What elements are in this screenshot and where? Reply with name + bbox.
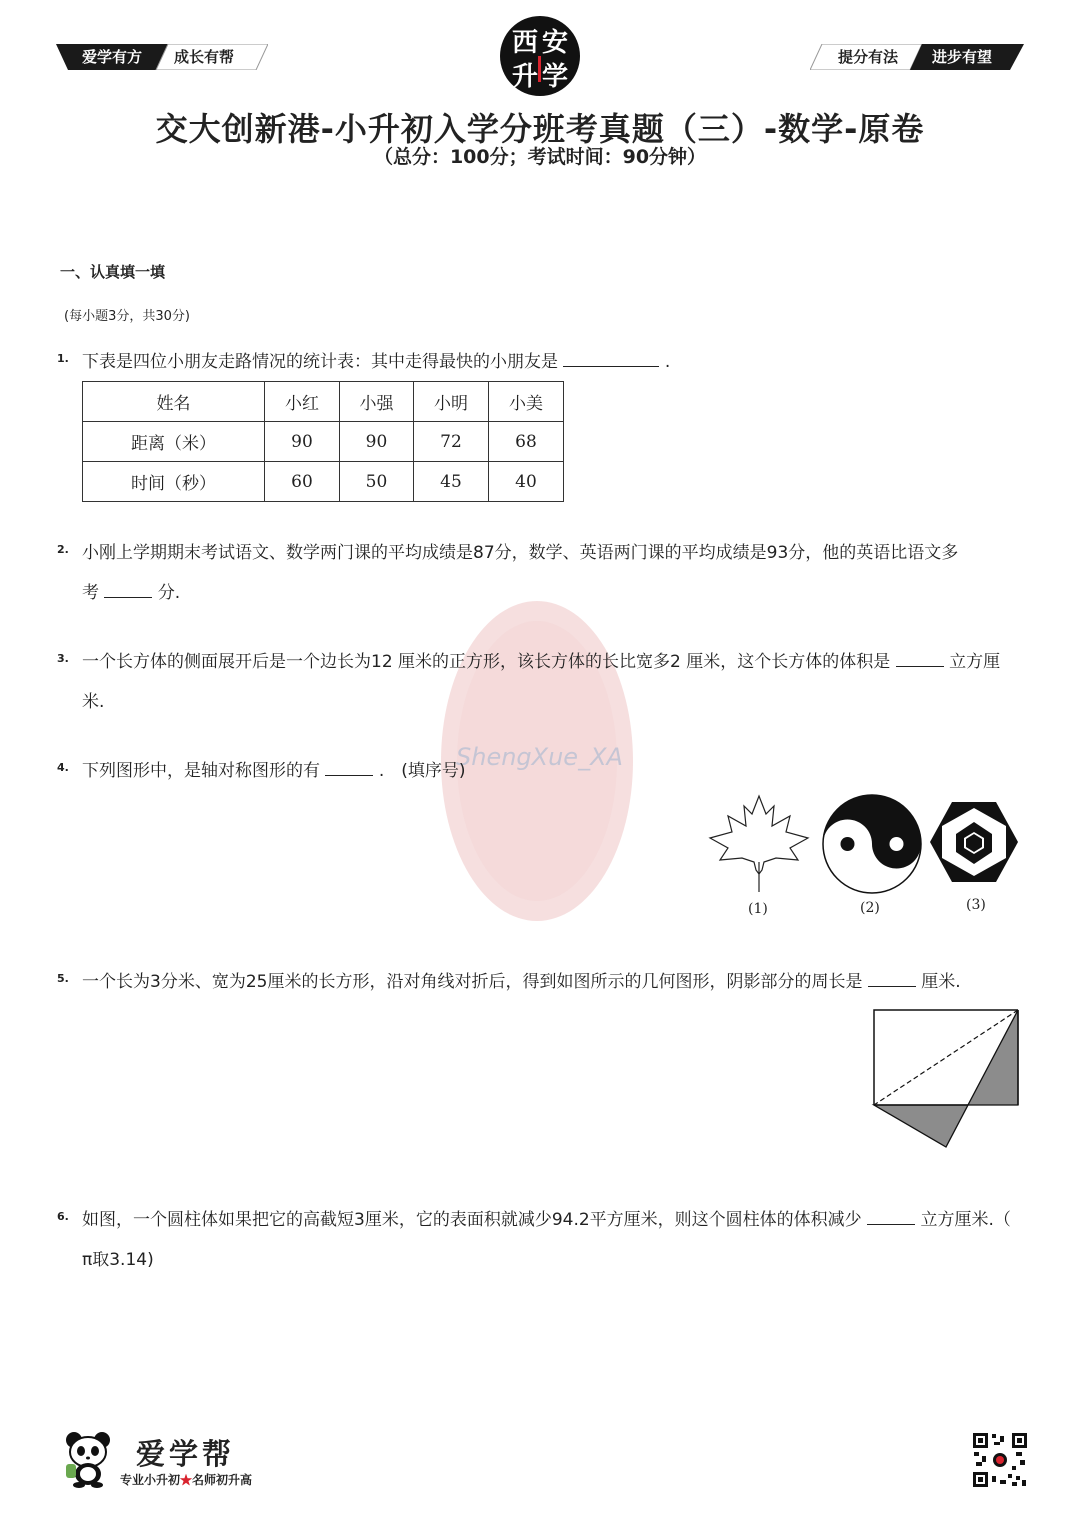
q6-line1-b: 立方厘米.（ — [920, 1210, 1011, 1230]
star-icon: ★ — [180, 1473, 193, 1487]
table-row — [83, 422, 564, 462]
folded-rectangle-figure — [868, 1004, 1024, 1152]
q1-number: 1. — [57, 352, 69, 365]
footer-brand: 爱学帮 — [136, 1437, 236, 1471]
q6-line1 — [82, 1200, 1011, 1240]
table-header-cell: 小美 — [489, 382, 564, 422]
left-slogan-1: 爱学有方 — [82, 48, 143, 66]
table-header-cell: 姓名 — [83, 382, 265, 422]
q2-line2 — [82, 573, 180, 613]
qr-code-icon[interactable] — [972, 1432, 1028, 1488]
hexagon-figure — [928, 800, 1020, 884]
section-heading: 一、认真填一填 — [60, 263, 166, 281]
table-cell: 40 — [489, 462, 564, 502]
q5-text-a: 一个长为3分米、宽为25厘米的长方形，沿对角线对折后，得到如图所示的几何图形，阴影部分的周长是 — [82, 972, 863, 992]
table-cell: 50 — [340, 462, 414, 502]
q1-answer-blank[interactable] — [563, 352, 659, 367]
maple-leaf-figure — [706, 792, 812, 894]
q5-text — [82, 962, 961, 1002]
table-cell: 时间（秒） — [83, 462, 265, 502]
right-slogan-2: 进步有望 — [932, 48, 993, 66]
table-cell: 60 — [265, 462, 340, 502]
q4-text-a: 下列图形中，是轴对称图形的有 — [82, 761, 320, 781]
xian-shengxue-logo — [500, 16, 580, 96]
footer-tagline-a: 专业小升初 — [120, 1473, 181, 1487]
q2-line2-a: 考 — [82, 583, 99, 603]
q2-answer-blank[interactable] — [104, 583, 152, 598]
figure-caption-3: (3) — [966, 897, 986, 913]
panda-mascot-icon — [58, 1428, 118, 1488]
table-cell: 72 — [414, 422, 489, 462]
q1-text — [82, 342, 670, 382]
q5-text-b: 厘米. — [921, 972, 961, 992]
q5-answer-blank[interactable] — [868, 972, 916, 987]
header-left-banner — [56, 44, 268, 70]
q2-line2-b: 分. — [157, 583, 181, 603]
table-cell: 距离（米） — [83, 422, 265, 462]
q3-line1-a: 一个长方体的侧面展开后是一个边长为12 厘米的正方形，该长方体的长比宽多2 厘米，这个长方体的体积是 — [82, 652, 891, 672]
q6-number: 6. — [57, 1210, 69, 1223]
q3-line2: 米. — [82, 692, 105, 712]
logo-char-1: 西 — [512, 28, 539, 58]
table-header-row — [83, 382, 564, 422]
q3-line1-b: 立方厘 — [949, 652, 1001, 672]
header-right-banner — [810, 44, 1024, 70]
table-header-cell: 小明 — [414, 382, 489, 422]
yin-yang-figure — [820, 792, 924, 896]
q3-answer-blank[interactable] — [896, 652, 944, 667]
right-slogan-1: 提分有法 — [838, 48, 899, 66]
q3-line1 — [82, 642, 1000, 682]
section-score-note: (每小题3分，共30分) — [64, 309, 190, 324]
q2-line1: 小刚上学期期末考试语文、数学两门课的平均成绩是87分，数学、英语两门课的平均成绩是93分，他的英语比语文多 — [82, 543, 959, 563]
q1-end: . — [664, 352, 671, 372]
walking-stats-table — [82, 381, 564, 502]
q1-stem: 下表是四位小朋友走路情况的统计表：其中走得最快的小朋友是 — [82, 352, 558, 372]
q4-number: 4. — [57, 761, 69, 774]
q6-line2: π取3.14) — [82, 1250, 154, 1270]
table-cell: 45 — [414, 462, 489, 502]
page-subtitle: （总分：100分；考试时间：90分钟） — [373, 146, 707, 168]
q5-number: 5. — [57, 972, 69, 985]
footer-tagline-b: 名师初升高 — [192, 1473, 253, 1487]
left-slogan-2: 成长有帮 — [174, 48, 235, 66]
q6-line1-a: 如图，一个圆柱体如果把它的高截短3厘米，它的表面积就减少94.2平方厘米，则这个圆柱体的体积减少 — [82, 1210, 862, 1230]
q4-answer-blank[interactable] — [325, 761, 373, 776]
logo-char-2: 安 — [542, 28, 569, 58]
footer-tagline — [120, 1471, 252, 1488]
q3-number: 3. — [57, 652, 69, 665]
q2-number: 2. — [57, 543, 69, 556]
logo-char-3: 升 — [512, 62, 539, 92]
table-cell: 68 — [489, 422, 564, 462]
page-title: 交大创新港-小升初入学分班考真题（三）-数学-原卷 — [155, 110, 925, 148]
logo-char-4: 学 — [542, 62, 569, 92]
watermark-text: ShengXue_XA — [456, 743, 623, 771]
table-header-cell: 小红 — [265, 382, 340, 422]
figure-caption-2: (2) — [860, 900, 880, 916]
table-cell: 90 — [265, 422, 340, 462]
table-row — [83, 462, 564, 502]
logo-red-mark — [538, 56, 541, 82]
table-cell: 90 — [340, 422, 414, 462]
table-header-cell: 小强 — [340, 382, 414, 422]
q4-text-b: . (填序号) — [378, 761, 466, 781]
figure-caption-1: (1) — [748, 901, 768, 917]
q6-answer-blank[interactable] — [867, 1210, 915, 1225]
q4-text — [82, 751, 465, 791]
